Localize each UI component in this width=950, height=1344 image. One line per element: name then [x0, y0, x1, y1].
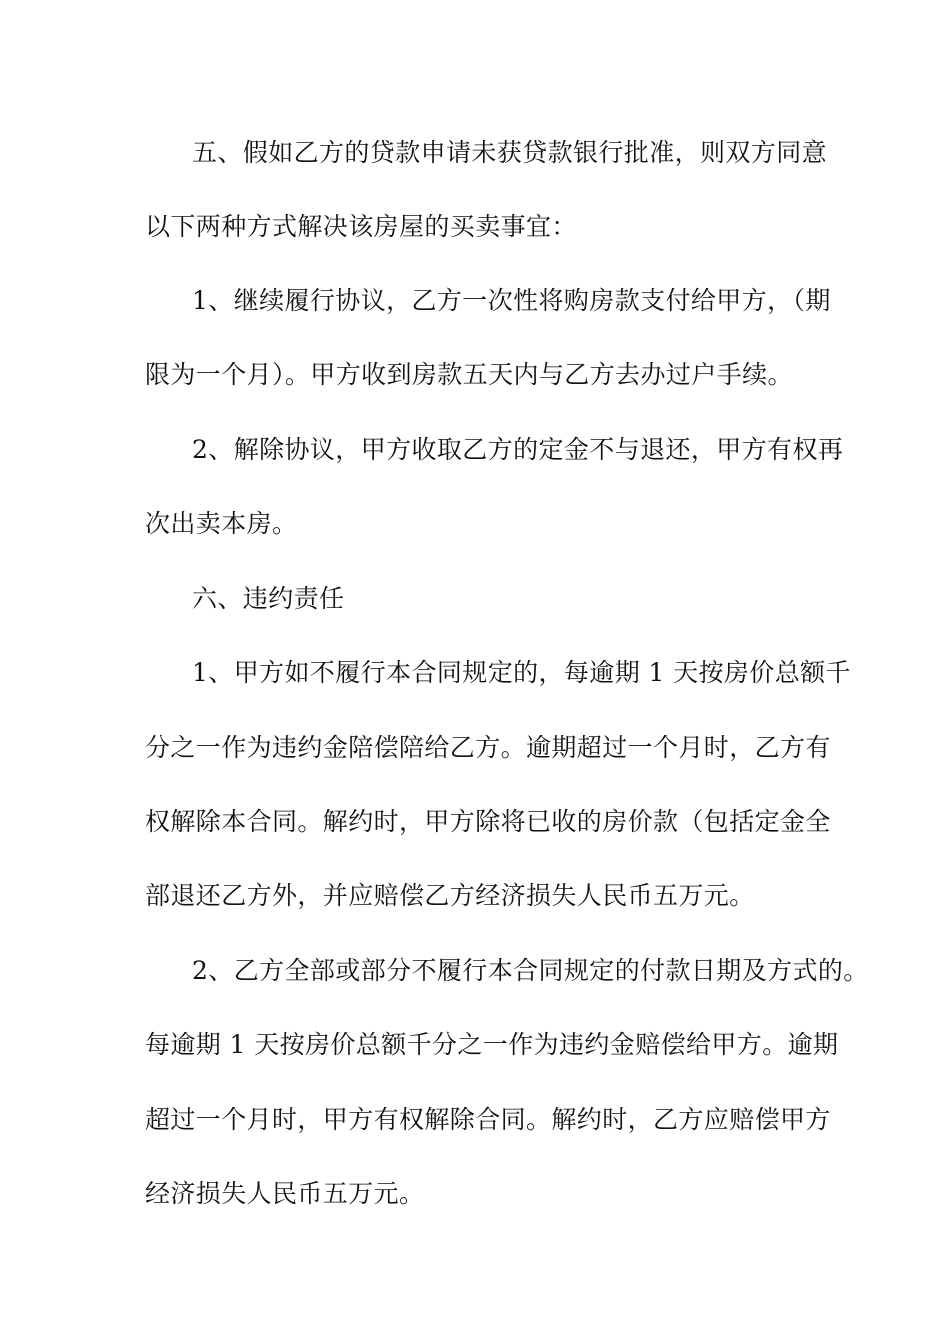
clause-6-2-line-3: 超过一个月时，甲方有权解除合同。解约时，乙方应赔偿甲方	[145, 1105, 831, 1134]
clause-6-1-line-3: 权解除本合同。解约时，甲方除将已收的房价款（包括定金全	[145, 807, 831, 836]
clause-6-2-line-2: 每逾期 1 天按房价总额千分之一作为违约金赔偿给甲方。逾期	[145, 1030, 839, 1059]
paragraph-5-line-2: 以下两种方式解决该房屋的买卖事宜：	[145, 212, 577, 241]
option-2-line-1: 2、解除协议，甲方收取乙方的定金不与退还，甲方有权再	[192, 435, 844, 464]
clause-6-2-line-4: 经济损失人民币五万元。	[145, 1179, 425, 1208]
paragraph-5-line-1: 五、假如乙方的贷款申请未获贷款银行批准，则双方同意	[192, 138, 828, 167]
clause-6-1-line-4: 部退还乙方外，并应赔偿乙方经济损失人民币五万元。	[145, 881, 755, 910]
option-1-line-1: 1、继续履行协议，乙方一次性将购房款支付给甲方，（期	[192, 286, 831, 315]
option-1-line-2: 限为一个月）。甲方收到房款五天内与乙方去办过户手续。	[145, 360, 793, 389]
section-6-heading: 六、违约责任	[192, 584, 345, 613]
clause-6-2-line-1: 2、乙方全部或部分不履行本合同规定的付款日期及方式的。	[192, 956, 869, 985]
clause-6-1-line-1: 1、甲方如不履行本合同规定的，每逾期 1 天按房价总额千	[192, 658, 851, 687]
option-2-line-2: 次出卖本房。	[145, 509, 298, 538]
clause-6-1-line-2: 分之一作为违约金陪偿陪给乙方。逾期超过一个月时，乙方有	[145, 733, 831, 762]
